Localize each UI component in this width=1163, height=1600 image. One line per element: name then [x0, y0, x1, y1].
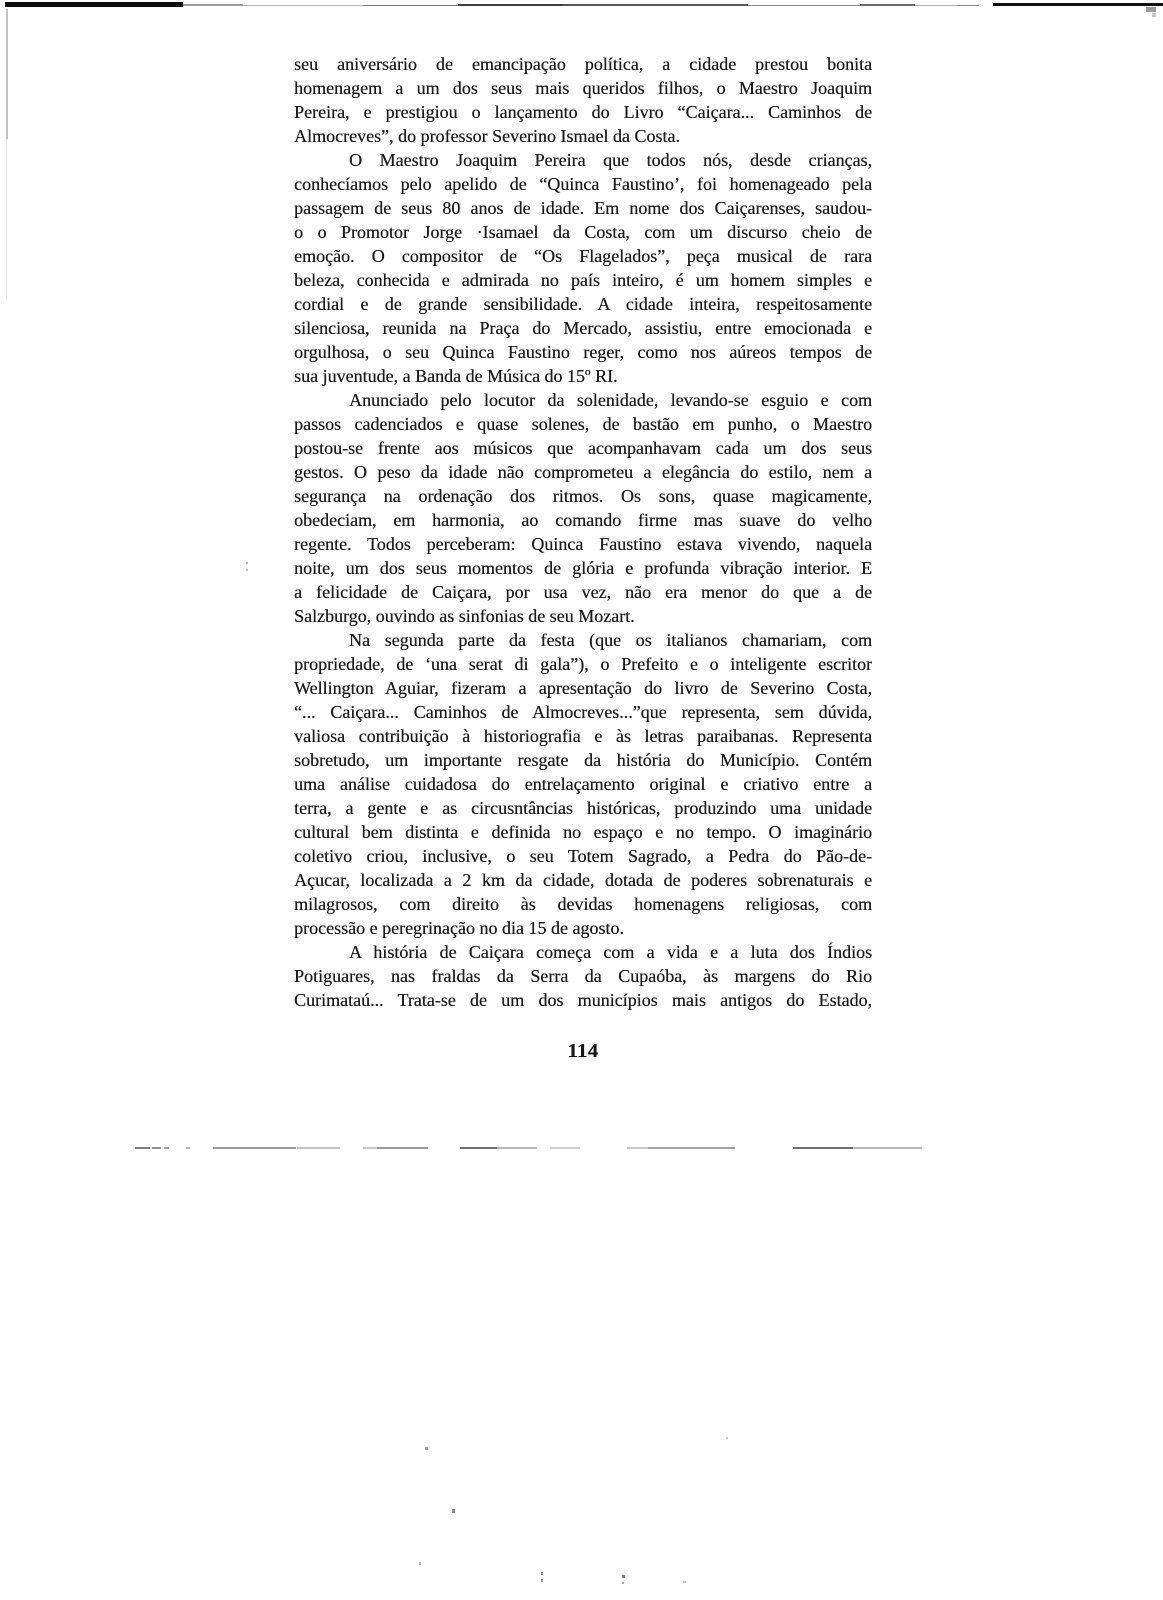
- text-line: propriedade, de ‘una serat di gala”), o Prefeito e o inteligente escritor: [294, 654, 872, 674]
- scan-speck: [246, 562, 248, 564]
- scan-top-line-segment: [243, 5, 363, 7]
- scan-left-edge-line: [6, 9, 8, 139]
- scan-left-edge-line: [6, 139, 7, 299]
- text-line: segurança na ordenação dos ritmos. Os sons, quase magicamente,: [294, 486, 872, 506]
- scan-top-black-bar: [5, 2, 183, 7]
- scan-speck: [425, 1447, 428, 1450]
- scan-top-line-segment: [563, 4, 748, 6]
- scan-dashed-rule-segment: [550, 1147, 580, 1149]
- text-line: a felicidade de Caiçara, por usa vez, não era menor do que a de: [294, 582, 872, 602]
- page-number: 114: [567, 1040, 599, 1062]
- scan-speck: [419, 1562, 421, 1565]
- scan-speck: [541, 1572, 543, 1575]
- scan-speck: [622, 1575, 625, 1578]
- paragraph: [294, 52, 872, 148]
- text-line: Wellington Aguiar, fizeram a apresentação do livro de Severino Costa,: [294, 678, 872, 698]
- scan-dashed-rule-segment: [648, 1147, 735, 1149]
- paragraph: [294, 148, 872, 388]
- text-line: Potiguares, nas fraldas da Serra da Cupaóba, às margens do Rio: [294, 966, 872, 986]
- scan-dashed-rule-segment: [853, 1147, 922, 1149]
- scan-top-line-segment: [860, 4, 915, 6]
- text-line: regente. Todos perceberam: Quinca Faustino estava vivendo, naquela: [294, 534, 872, 554]
- text-line: sobretudo, um importante resgate da história do Município. Contém: [294, 750, 872, 770]
- text-line: silenciosa, reunida na Praça do Mercado, assistiu, entre emocionada e: [294, 318, 872, 338]
- text-line: Pereira, e prestigiou o lançamento do Livro “Caiçara... Caminhos de: [294, 102, 872, 122]
- text-line: sua juventude, a Banda de Música do 15º RI.: [294, 366, 618, 386]
- text-line: Almocreves”, do professor Severino Ismael da Costa.: [294, 126, 680, 146]
- text-line: emoção. O compositor de “Os Flagelados”, peça musical de rara: [294, 246, 872, 266]
- scan-dashed-rule-segment: [460, 1147, 497, 1149]
- text-line: milagrosos, com direito às devidas homenagens religiosas, com: [294, 894, 872, 914]
- text-line: gestos. O peso da idade não comprometeu a elegância do estilo, nem a: [294, 462, 872, 482]
- text-line: A história de Caiçara começa com a vida e a luta dos Índios: [349, 942, 872, 962]
- scan-speck: [622, 1582, 624, 1584]
- scan-dashed-rule-segment: [793, 1147, 853, 1149]
- scan-top-line-segment: [363, 5, 458, 7]
- text-line: valiosa contribuição à historiografia e às letras paraibanas. Representa: [294, 726, 872, 746]
- text-line: obedeciam, em harmonia, ao comando firme mas suave do velho: [294, 510, 872, 530]
- scan-dashed-rule-segment: [297, 1147, 340, 1149]
- text-line: O Maestro Joaquim Pereira que todos nós, desde crianças,: [349, 150, 872, 170]
- scan-dashed-rule-segment: [377, 1147, 428, 1149]
- text-line: postou-se frente aos músicos que acompanhavam cada um dos seus: [294, 438, 872, 458]
- text-line: Curimataú... Trata-se de um dos municípios mais antigos do Estado,: [294, 990, 872, 1010]
- scan-top-line-segment: [748, 5, 860, 7]
- scan-top-right-black-bar: [993, 3, 1163, 7]
- scan-dashed-rule-segment: [135, 1147, 150, 1149]
- text-line: coletivo criou, inclusive, o seu Totem Sagrado, a Pedra do Pão-de-: [294, 846, 872, 866]
- scan-speck: [452, 1509, 455, 1513]
- text-line: o o Promotor Jorge ·Isamael da Costa, com um discurso cheio de: [294, 222, 872, 242]
- scan-dashed-rule-segment: [497, 1147, 537, 1149]
- scan-top-line-segment: [957, 5, 979, 7]
- scan-top-right-speck: [1146, 7, 1156, 12]
- scan-speck: [683, 1581, 686, 1583]
- scan-top-line-segment: [458, 4, 563, 6]
- scan-dashed-rule-segment: [152, 1147, 161, 1149]
- paragraph: [294, 940, 872, 1012]
- text-line: Na segunda parte da festa (que os italianos chamariam, com: [349, 630, 872, 650]
- paragraph: [294, 388, 872, 628]
- text-line: passagem de seus 80 anos de idade. Em nome dos Caiçarenses, saudou-: [294, 198, 872, 218]
- scan-speck: [726, 1437, 728, 1439]
- text-line: cultural bem distinta e definida no espaço e no tempo. O imaginário: [294, 822, 872, 842]
- text-block: [294, 52, 872, 1012]
- text-line: cordial e de grande sensibilidade. A cidade inteira, respeitosamente: [294, 294, 872, 314]
- scan-speck: [541, 1579, 543, 1582]
- scan-dashed-rule-segment: [627, 1147, 648, 1149]
- text-line: Anunciado pelo locutor da solenidade, levando-se esguio e com: [349, 390, 872, 410]
- scan-dashed-rule-segment: [213, 1147, 296, 1149]
- paragraph: [294, 628, 872, 940]
- text-line: terra, a gente e as circusntâncias históricas, produzindo uma unidade: [294, 798, 872, 818]
- scan-speck: [246, 569, 248, 571]
- text-line: beleza, conhecida e admirada no país inteiro, é um homem simples e: [294, 270, 872, 290]
- text-line: orgulhosa, o seu Quinca Faustino reger, como nos aúreos tempos de: [294, 342, 872, 362]
- scan-top-right-speck: [1152, 13, 1156, 17]
- scan-dashed-rule-segment: [363, 1147, 377, 1149]
- text-line: conhecíamos pelo apelido de “Quinca Faustino’, foi homenageado pela: [294, 174, 872, 194]
- text-line: noite, um dos seus momentos de glória e profunda vibração interior. E: [294, 558, 872, 578]
- text-line: “... Caiçara... Caminhos de Almocreves...”que representa, sem dúvida,: [294, 702, 872, 722]
- scan-top-line-segment: [915, 5, 957, 7]
- text-line: Açucar, localizada a 2 km da cidade, dotada de poderes sobrenaturais e: [294, 870, 872, 890]
- text-line: seu aniversário de emancipação política, a cidade prestou bonita: [294, 54, 872, 74]
- text-line: homenagem a um dos seus mais queridos filhos, o Maestro Joaquim: [294, 78, 872, 98]
- text-line: Salzburgo, ouvindo as sinfonias de seu Mozart.: [294, 606, 635, 626]
- text-line: uma análise cuidadosa do entrelaçamento original e criativo entre a: [294, 774, 872, 794]
- scan-dashed-rule-segment: [164, 1147, 169, 1149]
- text-line: processão e peregrinação no dia 15 de agosto.: [294, 918, 624, 938]
- scan-dashed-rule-segment: [186, 1147, 190, 1149]
- scan-top-line-segment: [183, 4, 243, 6]
- text-line: passos cadenciados e quase solenes, de bastão em punho, o Maestro: [294, 414, 872, 434]
